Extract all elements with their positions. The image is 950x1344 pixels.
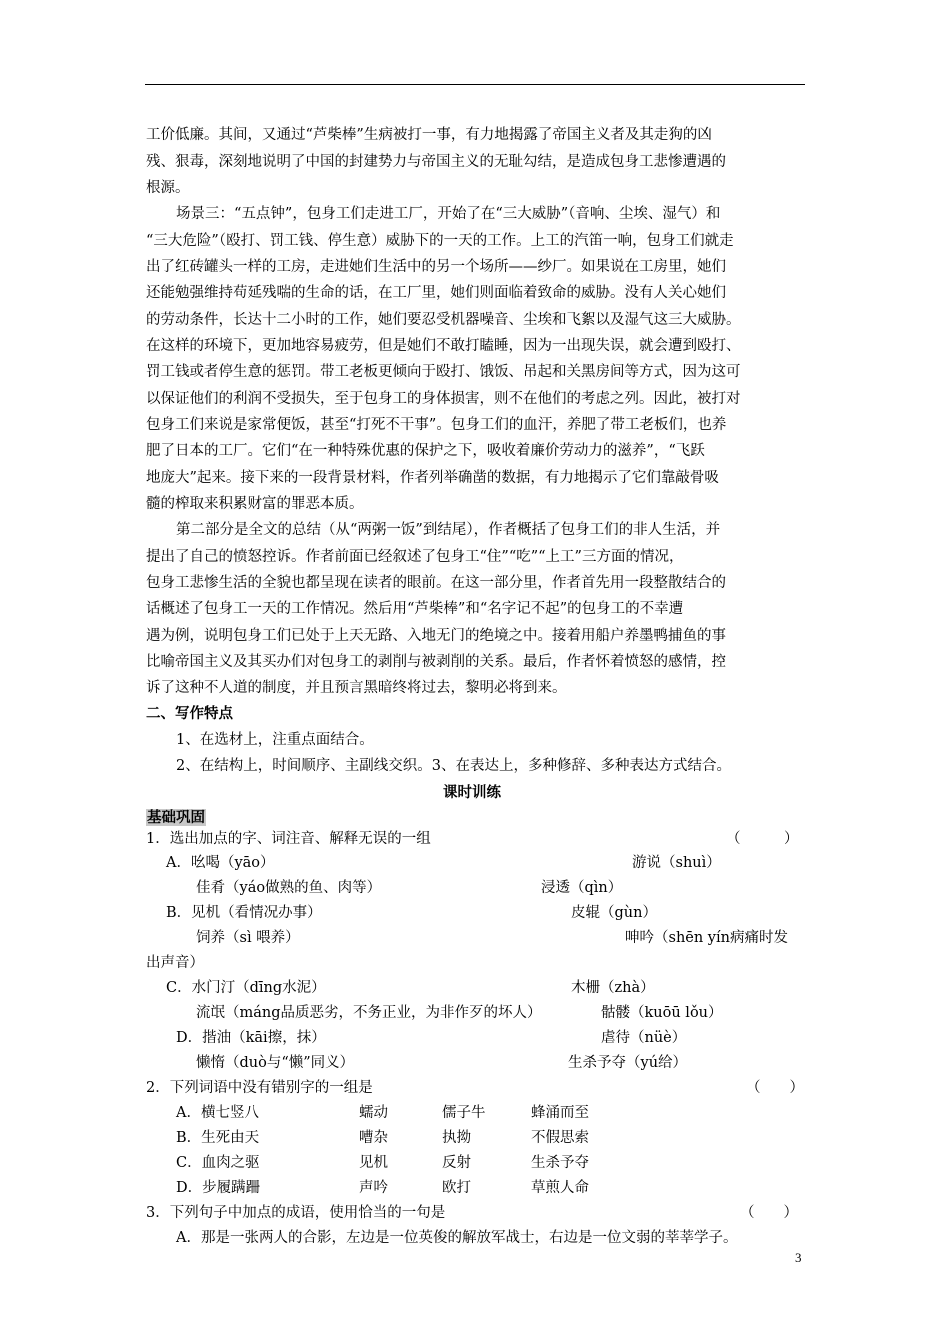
option-text: 生杀予夺（yú给）	[568, 1055, 688, 1071]
paragraph-line: 残、狠毒，深刻地说明了中国的封建势力与帝国主义的无耻勾结，是造成包身工悲惨遭遇的	[146, 154, 726, 170]
paragraph-line: 还能勉强维持苟延残喘的生命的话，在工厂里，她们则面临着致命的威胁。没有人关心她们	[146, 285, 726, 301]
answer-paren: （ ）	[740, 1205, 798, 1221]
paragraph-line: 诉了这种不人道的制度，并且预言黑暗终将过去，黎明必将到来。	[146, 680, 567, 696]
option-text: 反射	[442, 1155, 471, 1171]
option-text: D．步履蹒跚	[176, 1180, 261, 1196]
option-text: 游说（shuì）	[632, 855, 721, 871]
option-text: C．水门汀（dīng水泥）	[166, 980, 326, 996]
paragraph-line: 包身工们来说是家常便饭，甚至“打死不干事”。包身工们的血汗，养肥了带工老板们，也养	[146, 417, 727, 433]
paragraph-line: 罚工钱或者停生意的惩罚。带工老板更倾向于殴打、饿饭、吊起和关黑房间等方式，因为这可	[146, 364, 741, 380]
option-text: A．横七竖八	[176, 1105, 259, 1121]
question-stem: 3．下列句子中加点的成语，使用恰当的一句是	[146, 1205, 446, 1221]
option-text: 骷髅（kuōū lǒu）	[601, 1005, 723, 1021]
paragraph-line: 话概述了包身工一天的工作情况。然后用“芦柴棒”和“名字记不起”的包身工的不幸遭	[146, 601, 684, 617]
option-text: D．揩油（kāi擦，抹）	[176, 1030, 326, 1046]
option-text: 流氓（máng品质恶劣，不务正业，为非作歹的坏人）	[196, 1005, 542, 1021]
list-item: 1、在选材上，注重点面结合。	[176, 732, 374, 748]
option-text: 浸透（qìn）	[541, 880, 623, 896]
option-text: 执拗	[442, 1130, 471, 1146]
paragraph-line: 比喻帝国主义及其买办们对包身工的剥削与被剥削的关系。最后，作者怀着愤怒的感情，控	[146, 654, 726, 670]
option-text: 儒子牛	[442, 1105, 486, 1121]
paragraph-line: 提出了自己的愤怒控诉。作者前面已经叙述了包身工“住”“吃”“上工”三方面的情况，	[146, 549, 684, 565]
page-number: 3	[795, 1250, 802, 1265]
answer-paren: （ ）	[726, 831, 799, 847]
paragraph-line: 髓的榨取来积累财富的罪恶本质。	[146, 496, 364, 512]
option-text: 出声音）	[146, 955, 204, 971]
section-tag-label: 基础巩固	[147, 809, 205, 826]
option-text: B．见机（看情况办事）	[166, 905, 322, 921]
option-text: A．那是一张两人的合影，左边是一位英俊的解放军战士，右边是一位文弱的莘莘学子。	[176, 1230, 738, 1246]
paragraph-line: 地庞大”起来。接下来的一段背景材料，作者列举确凿的数据，有力地揭示了它们靠敲骨吸	[146, 470, 719, 486]
paragraph-line: 包身工悲惨生活的全貌也都呈现在读者的眼前。在这一部分里，作者首先用一段整散结合的	[146, 575, 726, 591]
section-heading: 二、写作特点	[146, 705, 233, 722]
option-text: 木栅（zhà）	[571, 980, 655, 996]
question-stem: 1．选出加点的字、词注音、解释无误的一组	[146, 831, 431, 847]
paragraph-line: “三大危险”（殴打、罚工钱、停生意）威胁下的一天的工作。上工的汽笛一响，包身工们就走	[146, 233, 734, 249]
paragraph-line: 的劳动条件，长达十二小时的工作，她们要忍受机器噪音、尘埃和飞絮以及湿气这三大威胁。	[146, 312, 741, 328]
answer-paren: （ ）	[746, 1080, 804, 1096]
section-tag	[146, 808, 206, 828]
option-text: 呻吟（shēn yín病痛时发	[625, 930, 788, 946]
option-text: 皮辊（gùn）	[571, 905, 657, 921]
option-text: 懒惰（duò与“懒”同义）	[196, 1055, 355, 1071]
option-text: 蜂涌而至	[531, 1105, 589, 1121]
paragraph-line: 工价低廉。其间，又通过“芦柴棒”生病被打一事，有力地揭露了帝国主义者及其走狗的凶	[146, 127, 712, 143]
option-text: B．生死由天	[176, 1130, 260, 1146]
option-text: 虐待（nüè）	[601, 1030, 687, 1046]
paragraph-line: 场景三：“五点钟”，包身工们走进工厂，开始了在“三大威胁”（音响、尘埃、湿气）和	[176, 206, 721, 222]
option-text: 欧打	[442, 1180, 471, 1196]
header-rule	[145, 84, 805, 85]
option-text: 草煎人命	[531, 1180, 589, 1196]
list-item: 2、在结构上，时间顺序、主副线交织。3、在表达上，多种修辞、多种表达方式结合。	[176, 758, 731, 774]
option-text: 饲养（sì 喂养）	[196, 930, 300, 946]
option-text: A．吆喝（yāo）	[166, 855, 275, 871]
option-text: 嘈杂	[359, 1130, 388, 1146]
paragraph-line: 出了红砖罐头一样的工房，走进她们生活中的另一个场所——纱厂。如果说在工房里，她们	[146, 259, 726, 275]
option-text: 生杀予夺	[531, 1155, 589, 1171]
option-text: C．血肉之驱	[176, 1155, 260, 1171]
option-text: 见机	[359, 1155, 388, 1171]
option-text: 不假思索	[531, 1130, 589, 1146]
paragraph-line: 以保证他们的利润不受损失，至于包身工的身体损害，则不在他们的考虑之列。因此，被打对	[146, 391, 741, 407]
question-stem: 2．下列词语中没有错别字的一组是	[146, 1080, 373, 1096]
option-text: 蠕动	[359, 1105, 388, 1121]
paragraph-line: 肥了日本的工厂。它们“在一种特殊优惠的保护之下，吸收着廉价劳动力的滋养”，“飞跃	[146, 443, 705, 459]
paragraph-line: 根源。	[146, 180, 190, 196]
paragraph-line: 遇为例，说明包身工们已处于上天无路、入地无门的绝境之中。接着用船户养墨鸭捕鱼的事	[146, 628, 726, 644]
paragraph-line: 在这样的环境下，更加地容易疲劳，但是她们不敢打瞌睡，因为一出现失误，就会遭到殴打、	[146, 338, 741, 354]
option-text: 佳肴（yáo做熟的鱼、肉等）	[196, 880, 382, 896]
option-text: 声吟	[359, 1180, 388, 1196]
exercise-title: 课时训练	[443, 784, 501, 801]
paragraph-line: 第二部分是全文的总结（从“两粥一饭”到结尾），作者概括了包身工们的非人生活，并	[176, 522, 721, 538]
